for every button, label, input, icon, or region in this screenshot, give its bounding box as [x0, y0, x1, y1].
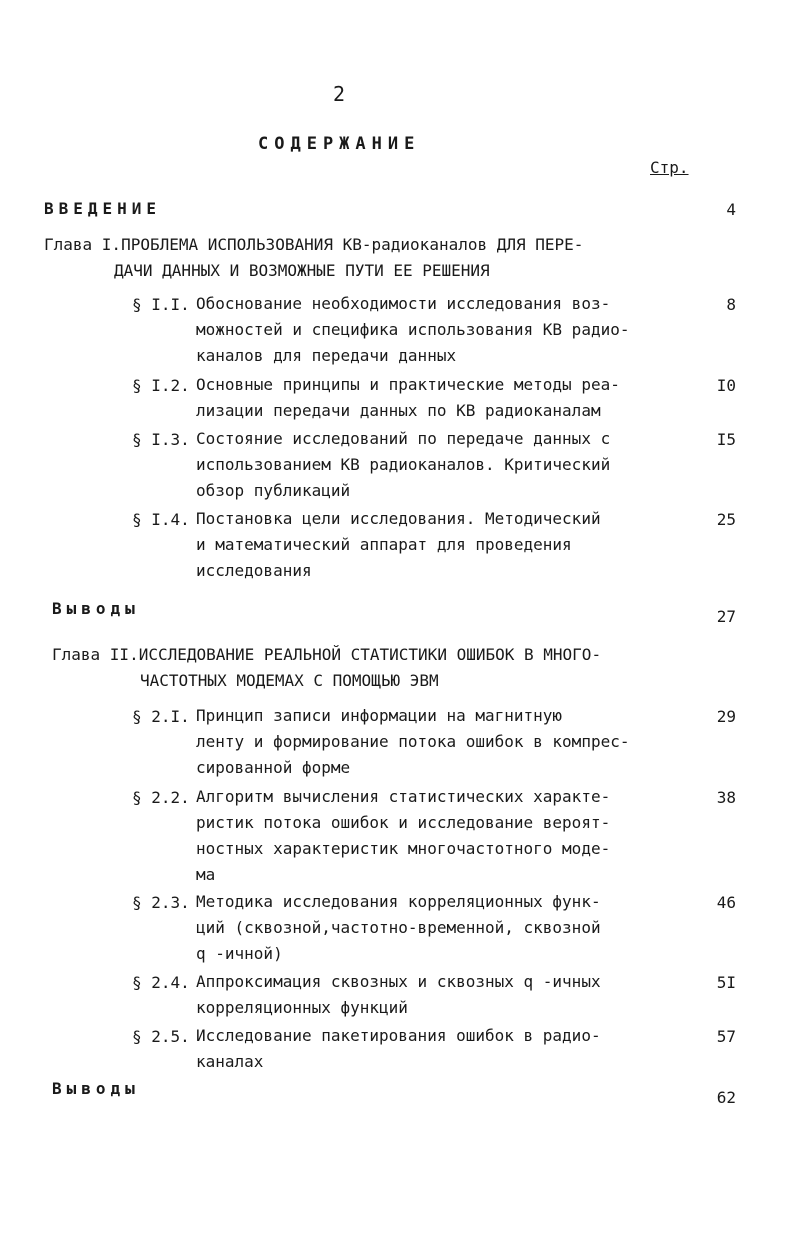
chapter-1-heading-line1: Глава I.ПРОБЛЕМА ИСПОЛЬЗОВАНИЯ КВ-радиоканалов ДЛЯ ПЕРЕ- — [44, 235, 584, 254]
page-number: 2 — [333, 82, 346, 106]
toc-page-number: 46 — [716, 893, 736, 912]
section-title-line: Основные принципы и практические методы реа- — [196, 375, 620, 394]
section-title-line: сированной форме — [196, 758, 351, 777]
chapter-1-heading-line2: ДАЧИ ДАННЫХ И ВОЗМОЖНЫЕ ПУТИ ЕЕ РЕШЕНИЯ — [114, 261, 490, 280]
toc-page-number: 4 — [726, 200, 736, 219]
toc-page-number: 5I — [716, 973, 736, 992]
section-number: § 2.5. — [132, 1027, 190, 1046]
section-number: § 2.4. — [132, 973, 190, 992]
page-title: СОДЕРЖАНИЕ — [258, 134, 421, 154]
toc-conclusions: Выводы — [52, 599, 140, 618]
section-title-line: использованием КВ радиоканалов. Критический — [196, 455, 611, 474]
section-title-line: Принцип записи информации на магнитную — [196, 706, 563, 725]
section-number: § 2.2. — [132, 788, 190, 807]
section-title-line: Аппроксимация сквозных и сквозных q -ичных — [196, 972, 601, 991]
chapter-2-heading-line1: Глава II.ИССЛЕДОВАНИЕ РЕАЛЬНОЙ СТАТИСТИКИ ОШИБОК В МНОГО- — [52, 645, 602, 664]
section-title-line: Обоснование необходимости исследования воз- — [196, 294, 611, 313]
section-title-line: ленту и формирование потока ошибок в компрес- — [196, 732, 630, 751]
toc-page-number: 29 — [716, 707, 736, 726]
section-title-line: можностей и специфика использования КВ радио- — [196, 320, 630, 339]
toc-conclusions: Выводы — [52, 1079, 140, 1098]
section-number: § I.3. — [132, 430, 190, 449]
section-title-line: корреляционных функций — [196, 998, 408, 1017]
section-title-line: каналов для передачи данных — [196, 346, 457, 365]
toc-page-number: I5 — [716, 430, 736, 449]
toc-page-number: 57 — [716, 1027, 736, 1046]
section-title-line: ностных характеристик многочастотного моде- — [196, 839, 611, 858]
section-title-line: каналах — [196, 1052, 264, 1071]
toc-page-number: 38 — [716, 788, 736, 807]
toc-page-number: 27 — [716, 607, 736, 626]
section-number: § I.2. — [132, 376, 190, 395]
toc-page-number: 8 — [726, 295, 736, 314]
section-title-line: ций (сквозной,частотно-временной, сквозной — [196, 918, 601, 937]
section-title-line: ристик потока ошибок и исследование вероят- — [196, 813, 611, 832]
section-title-line: Исследование пакетирования ошибок в радио- — [196, 1026, 601, 1045]
section-title-line: Методика исследования корреляционных функ- — [196, 892, 601, 911]
toc-page-number: 25 — [716, 510, 736, 529]
section-title-line: и математический аппарат для проведения — [196, 535, 572, 554]
section-number: § 2.3. — [132, 893, 190, 912]
toc-page-number: 62 — [716, 1088, 736, 1107]
section-number: § I.4. — [132, 510, 190, 529]
page-column-header: Стр. — [650, 158, 689, 177]
section-title-line: q -ичной) — [196, 944, 283, 963]
section-title-line: Постановка цели исследования. Методический — [196, 509, 601, 528]
section-title-line: исследования — [196, 561, 312, 580]
section-title-line: ма — [196, 865, 216, 884]
toc-introduction: ВВЕДЕНИЕ — [44, 199, 162, 218]
section-title-line: Состояние исследований по передаче данных с — [196, 429, 611, 448]
chapter-2-heading-line2: ЧАСТОТНЫХ МОДЕМАХ С ПОМОЩЬЮ ЭВМ — [140, 671, 439, 690]
section-title-line: обзор публикаций — [196, 481, 351, 500]
section-number: § I.I. — [132, 295, 190, 314]
section-number: § 2.I. — [132, 707, 190, 726]
section-title-line: Алгоритм вычисления статистических характе- — [196, 787, 611, 806]
section-title-line: лизации передачи данных по КВ радиоканалам — [196, 401, 601, 420]
toc-page-number: I0 — [716, 376, 736, 395]
